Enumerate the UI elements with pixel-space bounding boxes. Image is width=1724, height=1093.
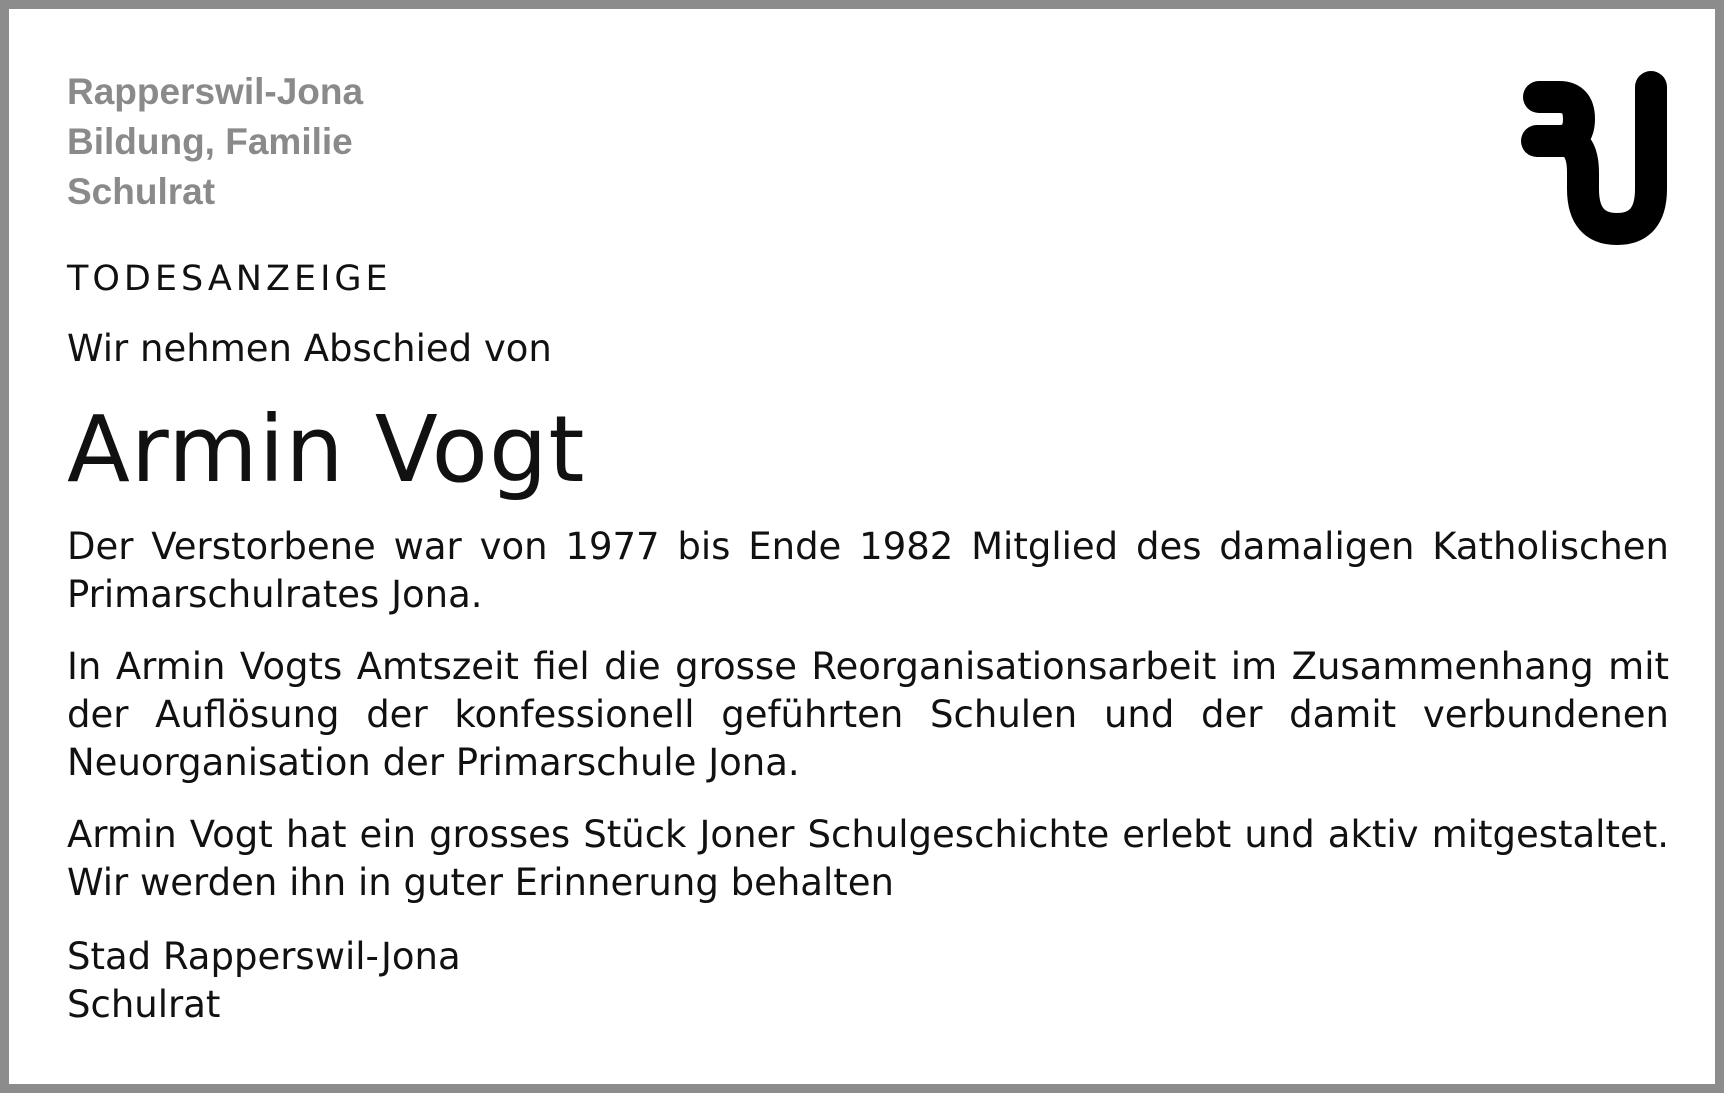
notice-paragraph: Der Verstorbene war von 1977 bis Ende 1982 Mitglied des damaligen Katholischen Primarschulrates Jona.	[67, 525, 1669, 616]
organization-board: Schulrat	[67, 171, 216, 212]
notice-paragraph: Armin Vogt hat ein grosses Stück Joner Schulgeschichte erlebt und aktiv mitgestaltet. Wir werden ihn in guter Erinnerung behalten	[67, 813, 1669, 904]
notice-intro: Wir nehmen Abschied von	[67, 327, 552, 370]
notice-content	[67, 259, 1669, 1029]
organization-city: Rapperswil-Jona	[67, 71, 364, 112]
signature-block	[67, 933, 1669, 1029]
deceased-name: Armin Vogt	[67, 396, 586, 503]
signature-city: Stad Rapperswil-Jona	[67, 935, 461, 978]
organization-department: Bildung, Familie	[67, 121, 353, 162]
signature-board: Schulrat	[67, 983, 221, 1026]
organization-block	[67, 67, 363, 217]
notice-paragraph: In Armin Vogts Amtszeit fiel die grosse Reorganisationsarbeit im Zusammenhang mit der Auflösung der konfessionell geführten Schulen und der damit verbundenen Neuorganisation der Primarschule Jona.	[67, 645, 1669, 784]
rj-logo-icon	[1517, 69, 1673, 249]
notice-heading: TODESANZEIGE	[67, 259, 392, 299]
